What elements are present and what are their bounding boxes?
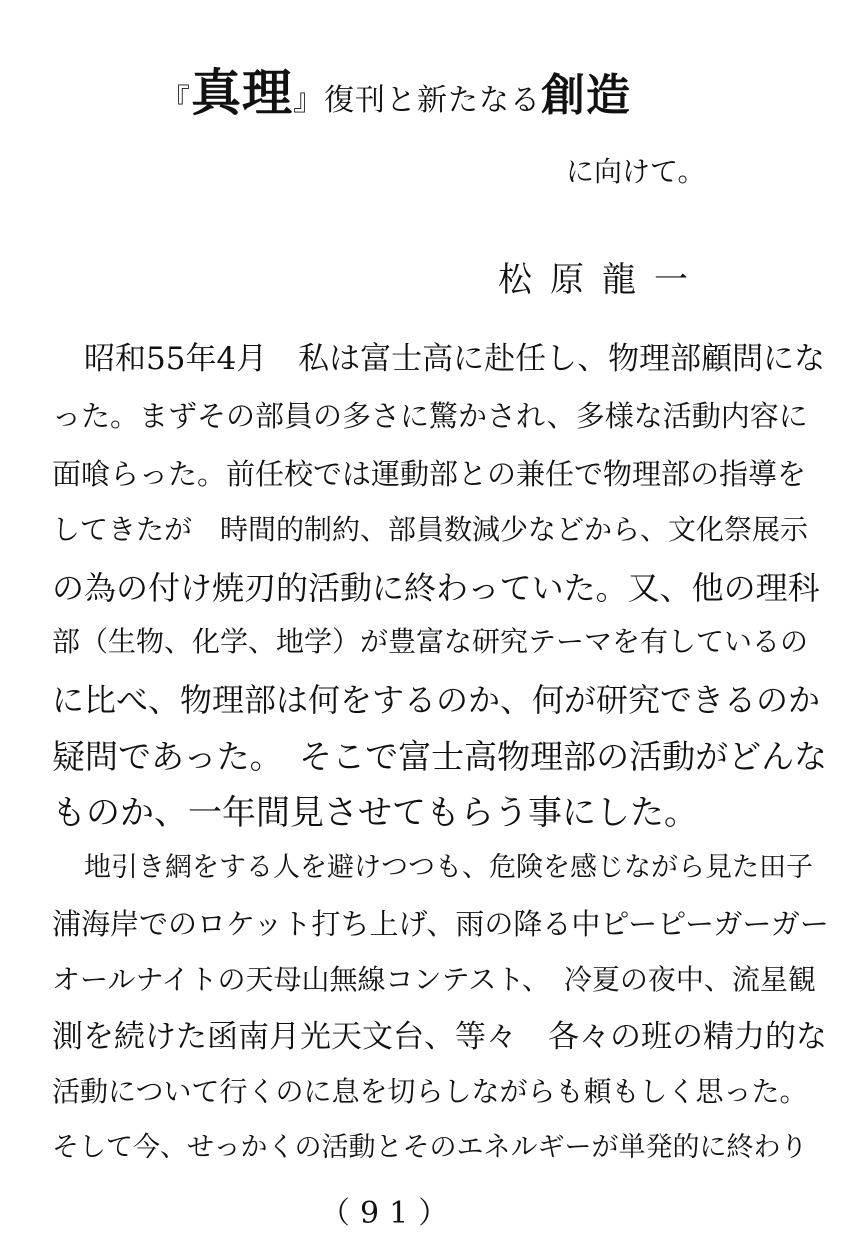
title-word: 真理 — [191, 63, 293, 122]
body-line: 昭和55年4月 私は富士高に赴任し、物理部顧問にな — [84, 341, 826, 377]
body-line: ものか、一年間見させてもらう事にした。 — [52, 793, 698, 833]
body-line: 部（生物、化学、地学）が豊富な研究テーマを有しているの — [52, 625, 809, 658]
body-line: オールナイトの天母山無線コンテスト、 冷夏の夜中、流星観 — [52, 963, 816, 996]
body-line: 地引き網をする人を避けつつも、危険を感じながら見た田子 — [84, 852, 813, 883]
title-close-bracket: 』 — [293, 83, 324, 118]
body-line: った。まずその部員の多さに驚かされ、多様な活動内容に — [52, 399, 808, 433]
author-name: 松原龍一 — [498, 260, 706, 300]
title-middle: 復刊と新たなる — [324, 83, 541, 118]
body-line: 測を続けた函南月光天文台、等々 各々の班の精力的な — [52, 1019, 827, 1055]
body-line: 面喰らった。前任校では運動部との兼任で物理部の指導を — [52, 457, 807, 491]
body-line: そして今、せっかくの活動とそのエネルギーが単発的に終わり — [52, 1132, 808, 1163]
body-line: 浦海岸でのロケット打ち上げ、雨の降る中ピーピーガーガー — [52, 907, 829, 941]
article-title — [160, 63, 631, 122]
body-line: 活動について行くのに息を切らしながらも頼もしく思った。 — [52, 1075, 808, 1108]
body-line: の為の付け焼刃的活動に終わっていた。又、他の理科 — [52, 569, 820, 607]
body-line: に比べ、物理部は何をするのか、何が研究できるのか — [52, 681, 821, 719]
body-line: してきたが 時間的制約、部員数減少などから、文化祭展示 — [52, 513, 809, 546]
title-open-bracket: 『 — [160, 83, 191, 118]
article-subtitle: に向けて。 — [566, 155, 706, 188]
body-line: 疑問であった。 そこで富士高物理部の活動がどんな — [52, 737, 828, 776]
title-end: 創造 — [541, 70, 631, 121]
page-number: （91） — [320, 1196, 459, 1231]
